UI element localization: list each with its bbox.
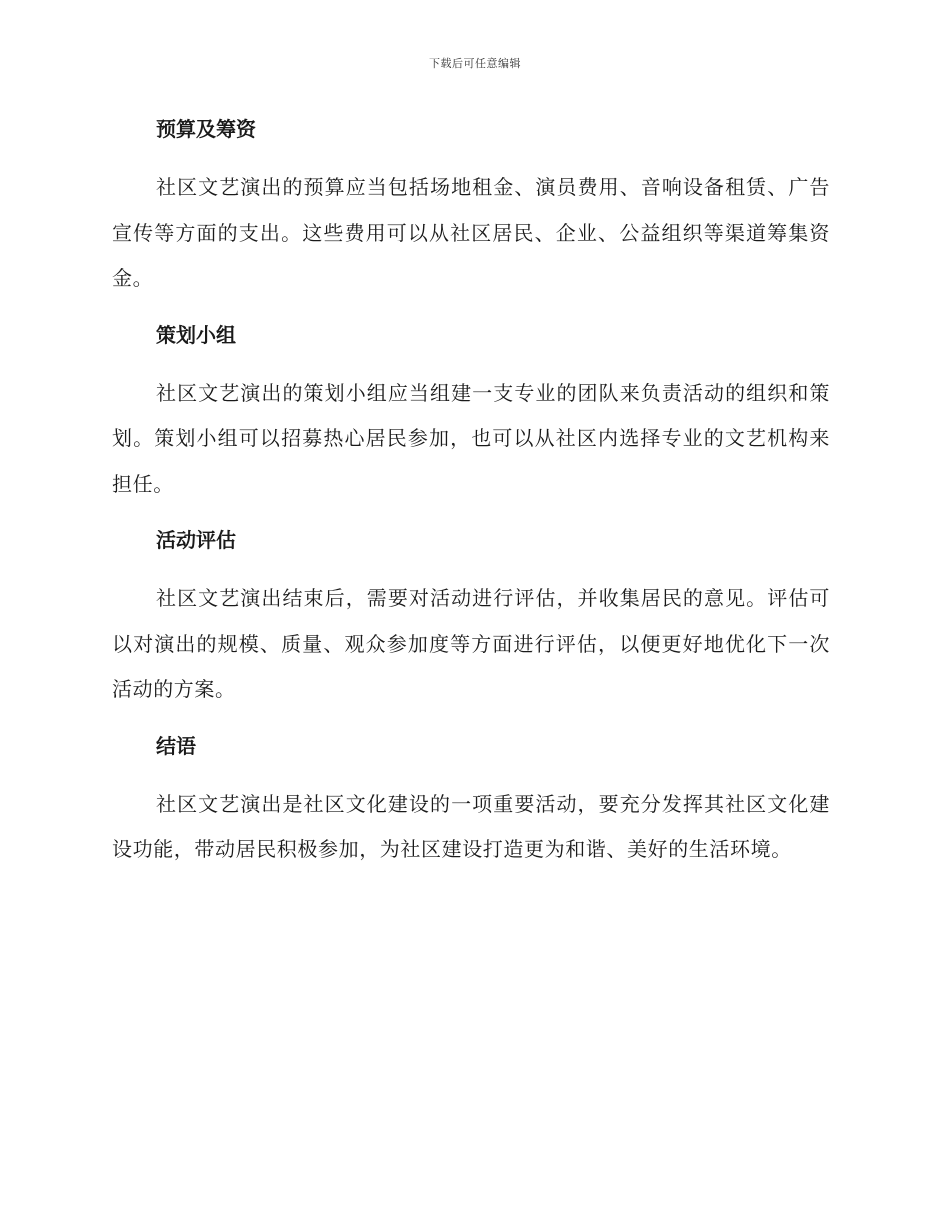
section-paragraph: 社区文艺演出是社区文化建设的一项重要活动，要充分发挥其社区文化建设功能，带动居民积极参加，为社区建设打造更为和谐、美好的生活环境。 — [112, 791, 830, 861]
section-paragraph: 社区文艺演出的预算应当包括场地租金、演员费用、音响设备租赁、广告宣传等方面的支出。这些费用可以从社区居民、企业、公益组织等渠道筹集资金。 — [112, 175, 830, 290]
section-budget — [112, 112, 830, 302]
section-conclusion — [112, 729, 830, 873]
section-paragraph: 社区文艺演出的策划小组应当组建一支专业的团队来负责活动的组织和策划。策划小组可以招募热心居民参加，也可以从社区内选择专业的文艺机构来担任。 — [112, 380, 830, 496]
section-evaluation — [112, 523, 830, 713]
section-heading: 结语 — [156, 733, 196, 758]
section-heading: 策划小组 — [156, 322, 236, 347]
section-heading: 活动评估 — [156, 528, 236, 552]
section-paragraph: 社区文艺演出结束后，需要对活动进行评估，并收集居民的意见。评估可以对演出的规模、质量、观众参加度等方面进行评估，以便更好地优化下一次活动的方案。 — [112, 586, 830, 701]
page-header-note: 下载后可任意编辑 — [429, 57, 521, 70]
document-body — [112, 112, 830, 873]
section-planning-team — [112, 318, 830, 508]
section-heading: 预算及筹资 — [156, 117, 256, 141]
